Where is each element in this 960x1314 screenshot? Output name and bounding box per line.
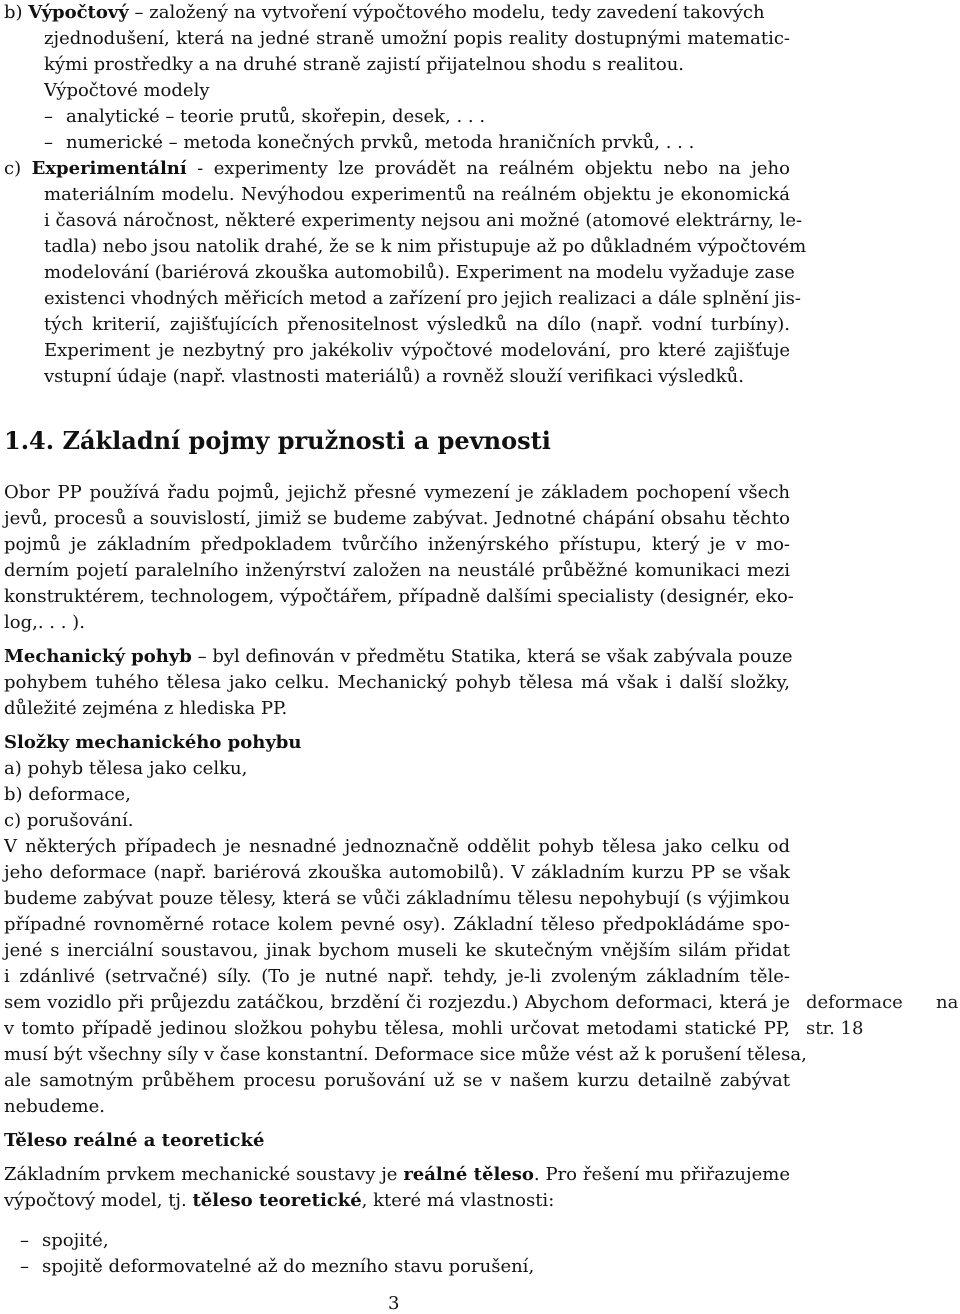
teleso-line-2 — [4, 1188, 554, 1214]
paragraph-line: V některých případech je nesnadné jednoznačně oddělit pohyb tělesa jako celku od — [4, 836, 790, 857]
paragraph-line: jené s inerciální soustavou, jinak bychom museli ke skutečným vnějším silám přidat — [4, 940, 790, 961]
dash-bullet: – — [44, 106, 53, 127]
paragraph-line: ale samotným průběhem procesu porušování už se v našem kurzu detailně zabývat — [4, 1070, 790, 1091]
margin-note-na: na — [936, 992, 959, 1013]
term-mechanicky-pohyb: Mechanický pohyb — [4, 646, 192, 667]
section-b-line-3: kými prostředky a na druhé straně zajistí přijatelnou shodu s realitou. — [44, 54, 685, 75]
list-item: c) porušování. — [4, 810, 134, 831]
subheading-slozky: Složky mechanického pohybu — [4, 732, 302, 753]
paragraph-line: jevů, procesů a souvislostí, jimiž se budeme zabývat. Jednotné chápání obsahu těchto — [4, 508, 790, 529]
dash-bullet: – — [20, 1230, 29, 1251]
section-b-line-1 — [4, 0, 765, 26]
teleso-text: výpočtový model, tj. — [4, 1190, 193, 1211]
list-item-text: analytické – teorie prutů, skořepin, desek, . . . — [66, 106, 486, 127]
teleso-line-1 — [4, 1162, 790, 1188]
section-c-line: materiálním modelu. Nevýhodou experimentů na reálném objektu je ekonomická — [44, 184, 790, 205]
section-c-line: tých kriterií, zajišťujících přenositelnost výsledků na dílo (např. vodní turbíny). — [44, 314, 790, 335]
paragraph-line: derním pojetí paralelního inženýrství založen na neustálé průběžné komunikaci mezi — [4, 560, 790, 581]
section-c-line: Experiment je nezbytný pro jakékoliv výpočtové modelování, pro které zajišťuje — [44, 340, 790, 361]
list-item — [20, 1254, 534, 1280]
paragraph-line: konstruktérem, technologem, výpočtářem, případně dalšími specialisty (designér, eko- — [4, 586, 794, 607]
list-item-text: numerické – metoda konečných prvků, metoda hraničních prvků, . . . — [66, 132, 695, 153]
mech-text: – byl definován v předmětu Statika, která se však zabývala pouze — [191, 646, 793, 667]
term-realne-teleso: reálné těleso — [403, 1164, 534, 1185]
list-item — [20, 1228, 109, 1254]
paragraph-line: pojmů je základním předpokladem tvůrčího inženýrského přístupu, který je v mo- — [4, 534, 790, 555]
dash-bullet: – — [20, 1256, 29, 1277]
term-experimentalni: Experimentální — [31, 158, 187, 179]
list-item-text: spojité, — [42, 1230, 109, 1251]
dash-bullet: – — [44, 132, 53, 153]
term-vypoctovy: Výpočtový — [28, 2, 129, 23]
subheading-teleso: Těleso reálné a teoretické — [4, 1130, 265, 1151]
list-item: a) pohyb tělesa jako celku, — [4, 758, 248, 779]
list-item: b) deformace, — [4, 784, 131, 805]
paragraph-line: budeme zabývat pouze tělesy, která se vůči základnímu tělesu nepohybují (s výjimkou — [4, 888, 790, 909]
list-item-text: spojitě deformovatelné až do mezního stavu porušení, — [42, 1256, 535, 1277]
section-c-line-1 — [4, 156, 790, 182]
list-item — [44, 130, 694, 156]
paragraph-line: případné rovnoměrné rotace kolem pevné osy). Základní těleso předpokládáme spo- — [4, 914, 790, 935]
paragraph-line: log,. . . ). — [4, 612, 85, 633]
paragraph-line: sem vozidlo při průjezdu zatáčkou, brzdění či rozjezdu.) Abychom deformaci, která je — [4, 992, 790, 1013]
mech-line-2: pohybem tuhého tělesa jako celku. Mechanický pohyb tělesa má však i další složky, — [4, 672, 790, 693]
mech-line-3: důležité zejména z hlediska PP. — [4, 698, 288, 719]
list-label: b) — [4, 2, 23, 23]
term-teleso-teoreticke: těleso teoretické — [192, 1190, 362, 1211]
paragraph-line: Obor PP používá řadu pojmů, jejichž přesné vymezení je základem pochopení všech — [4, 482, 790, 503]
section-b-line-2: zjednodušení, která na jedné straně umožní popis reality dostupnými matematic- — [44, 28, 790, 49]
list-label: c) — [4, 158, 22, 179]
paragraph-line: musí být všechny síly v čase konstantní. Deformace sice může vést až k porušení tělesa, — [4, 1044, 807, 1065]
paragraph-line: i zdánlivé (setrvačné) síly. (To je nutné např. tehdy, je-li zvoleným základním těle- — [4, 966, 790, 987]
section-c-text: - experimenty lze provádět na reálném objektu nebo na jeho — [186, 158, 790, 179]
paragraph-line: v tomto případě jedinou složkou pohybu tělesa, mohli určovat metodami statické PP, — [4, 1018, 790, 1039]
section-c-line: vstupní údaje (např. vlastnosti materiálů) a rovněž slouží verifikaci výsledků. — [44, 366, 744, 387]
teleso-text: , které má vlastnosti: — [361, 1190, 555, 1211]
margin-note-deformace: deformace — [806, 992, 903, 1013]
section-heading: 1.4. Základní pojmy pružnosti a pevnosti — [4, 426, 551, 455]
page-number: 3 — [388, 1293, 400, 1314]
margin-note-page-ref: str. 18 — [806, 1018, 864, 1039]
section-c-line: modelování (bariérová zkouška automobilů). Experiment na modelu vyžaduje zase — [44, 262, 795, 283]
paragraph-line: jeho deformace (např. bariérová zkouška automobilů). V základním kurzu PP se však — [4, 862, 790, 883]
section-c-line: existenci vhodných měřicích metod a zařízení pro jejich realizaci a dále splnění jis- — [44, 288, 801, 309]
section-b-line-4: Výpočtové modely — [44, 80, 210, 101]
list-item — [44, 104, 485, 130]
section-c-line: tadla) nebo jsou natolik drahé, že se k nim přistupuje až po důkladném výpočtovém — [44, 236, 807, 257]
section-c-line: i časová náročnost, některé experimenty nejsou ani možné (atomové elektrárny, le- — [44, 210, 803, 231]
mech-line-1 — [4, 644, 793, 670]
teleso-text: Základním prvkem mechanické soustavy je — [4, 1164, 404, 1185]
section-b-text: – založený na vytvoření výpočtového modelu, tedy zavedení takových — [128, 2, 765, 23]
paragraph-line: nebudeme. — [4, 1096, 105, 1117]
teleso-text: . Pro řešení mu přiřazujeme — [533, 1164, 790, 1185]
